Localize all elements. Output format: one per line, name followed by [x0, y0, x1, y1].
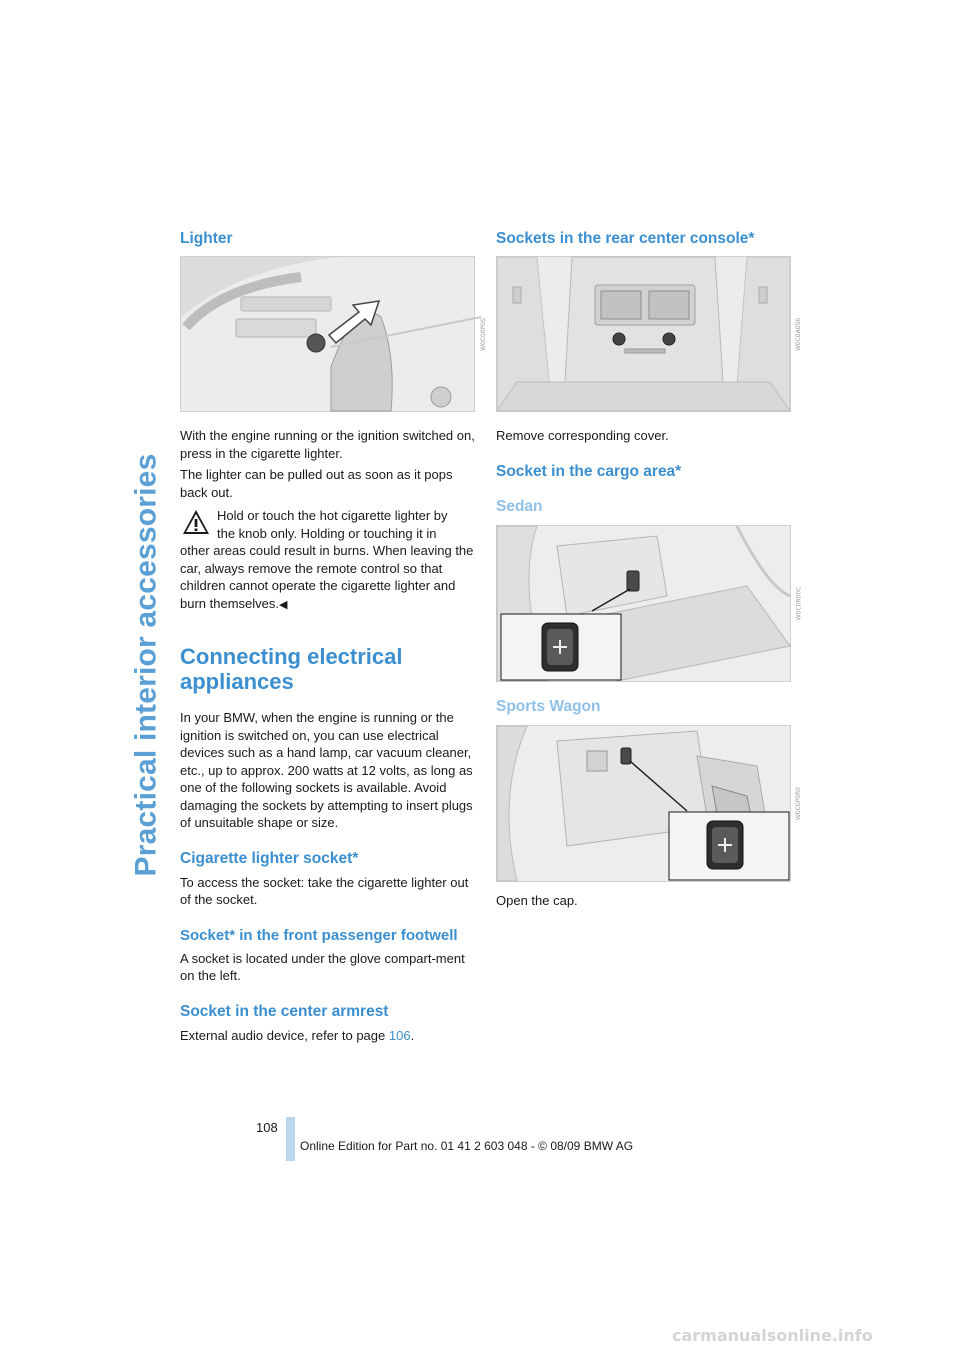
cig-socket-heading: Cigarette lighter socket* — [180, 849, 359, 867]
footer-accent-bar — [286, 1117, 295, 1161]
site-watermark: carmanualsonline.info — [672, 1326, 873, 1345]
wagon-figure-code: W0C0P0R0 — [795, 786, 803, 820]
section-paragraph: In your BMW, when the engine is running or the ignition is switched on, you can use electrical devices such as a hand lamp, car vacuum cleaner, etc., up to approx. 200 watts at 12 volts, as long as one of the following sockets is available. Avoid damaging the sockets by attempting to insert plugs of unsuitable shape or size. — [180, 710, 473, 830]
section-heading: Connecting electrical appliances — [180, 644, 403, 694]
rear-console-illustration — [497, 257, 790, 411]
sedan-figure — [496, 525, 803, 682]
warning-line-1: Hold or touch the hot cigarette lighter by — [217, 508, 448, 523]
rear-console-figure — [496, 256, 803, 412]
lighter-figure-code: W0C00P0S — [479, 317, 487, 351]
rear-console-paragraph: Remove corresponding cover. — [496, 428, 669, 443]
footwell-paragraph: A socket is located under the glove compart-ment on the left. — [180, 950, 465, 983]
side-chapter-title-text: Practical interior accessories — [129, 453, 163, 877]
online-edition-note: Online Edition for Part no. 01 41 2 603 048 - © 08/09 BMW AG — [300, 1139, 634, 1153]
warning-line-2: the knob only. Holding or touching it in — [217, 525, 437, 541]
right-column — [496, 230, 803, 909]
rear-console-figure-code: W0C0A0S0 — [795, 317, 803, 351]
warning-block — [180, 507, 476, 614]
wagon-paragraph: Open the cap. — [496, 892, 578, 908]
lighter-illustration — [181, 257, 474, 411]
page-106-link[interactable]: 106 — [388, 1027, 411, 1043]
armrest-heading: Socket in the center armrest — [180, 1002, 389, 1020]
cig-socket-paragraph: To access the socket: take the cigarette lighter out of the socket. — [180, 874, 469, 907]
rear-console-heading: Sockets in the rear center console* — [496, 230, 755, 247]
sedan-cargo-illustration — [497, 526, 790, 681]
sports-wagon-heading: Sports Wagon — [496, 697, 601, 715]
footwell-heading: Socket* in the front passenger footwell — [180, 926, 458, 944]
warning-triangle-icon — [182, 509, 210, 535]
lighter-paragraph-2: The lighter can be pulled out as soon as it pops back out. — [180, 467, 453, 500]
armrest-text: External audio device, refer to page — [180, 1027, 389, 1043]
cargo-heading: Socket in the cargo area* — [496, 462, 682, 480]
wagon-cargo-illustration — [497, 726, 790, 881]
lighter-figure — [180, 256, 487, 412]
armrest-text-end: . — [410, 1027, 415, 1043]
page-number: 108 — [256, 1120, 278, 1135]
wagon-figure — [496, 725, 803, 882]
lighter-heading: Lighter — [180, 230, 233, 247]
armrest-paragraph — [180, 1027, 476, 1045]
side-chapter-title — [126, 230, 166, 1100]
lighter-paragraph-1: With the engine running or the ignition switched on, press in the cigarette lighter. — [180, 428, 475, 461]
left-column — [180, 230, 487, 1044]
warning-text — [180, 542, 476, 614]
warning-text-body: other areas could result in burns. When leaving the car, always remove the remote control so that children cannot operate the cigarette lighter and burn themselves. — [180, 543, 474, 611]
sedan-figure-code: W0C0R00C — [795, 586, 803, 620]
sedan-heading: Sedan — [496, 497, 543, 515]
warning-end-mark: ◀ — [279, 598, 288, 611]
